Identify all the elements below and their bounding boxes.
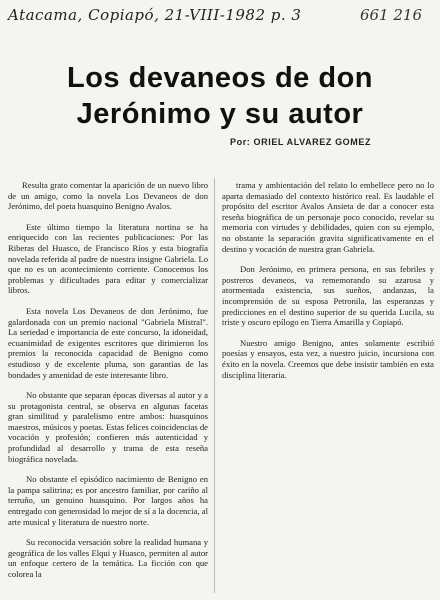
handwritten-source-note: Atacama, Copiapó, 21-VIII-1982 p. 3 <box>8 6 302 24</box>
paragraph: No obstante el episódico nacimiento de Benigno en la pampa salitrina; es por ancestro familiar, por cariño al terruño, un genuino huasquino. Por largos años ha entregado con generosidad lo mejor de sí a la docencia, al arte musical y literatura de nuestro norte. <box>8 474 208 527</box>
paragraph: Resulta grato comentar la aparición de un nuevo libro de un amigo, como la novela Los Devaneos de don Jerónimo, del poeta huasquino Benigno Avalos. <box>8 180 208 212</box>
paragraph: Don Jerónimo, en primera persona, en sus febriles y postreros devaneos, va rememorando su azarosa y atormentada existencia, sus sueños, andanzas, la incomprensión de su esposa Petronila, las esperanzas y predicciones en el destino superior de su querida Lucila, su triste y oscuro epílogo en Tierra Amarilla y Copiapó. <box>222 264 434 328</box>
paragraph: Esta novela Los Devaneos de don Jerónimo, fue galardonada con un premio nacional "Gabriela Mistral". La seriedad e importancia de este concurso, la idoneidad, ecuanimidad de exigentes escritores que dirimieron los premios la reconocida capacidad de Benigno como estudioso y de excelente pluma, son garantías de las bondades y amenidad de este interesante libro. <box>8 305 208 380</box>
right-column <box>222 180 434 390</box>
title-line-1: Los devaneos de don <box>67 62 373 94</box>
article-title <box>50 60 390 132</box>
paragraph: trama y ambientación del relato lo embellece pero no lo aparta demasiado del contexto histórico real. Es laudable el propósito del escritor Avalos Ansieta de dar a conocer esta reseña biográfica de un personaje poco conocido, revelar su memoria con virtudes y debilidades, quien con su ejemplo, no obstante la separación gravita significativamente en el destino y vocación de nuestra gran Gabriela. <box>222 180 434 254</box>
paragraph: Este último tiempo la literatura nortina se ha enriquecido con las recientes publicaciones: Por las Riberas del Huasco, de Francisco Ríos y esta biografía novelada referida al padre de nuestra insigne Gabriela. Lo que no es un acontecimiento corriente. Conocemos los problemas y dificultades para editar y comercializar libros. <box>8 221 208 296</box>
byline-prefix: Por: <box>230 137 251 147</box>
byline <box>230 137 430 147</box>
paragraph: No obstante que separan épocas diversas al autor y a su protagonista central, se observa en algunas facetas gran similitud y paralelismo entre ambos: huasquinos maestros, músicos y poetas. Estas felices coincidencias de vocación y profesión; confieren más autenticidad y profundidad al desarrollo y trama de esta reseña biográfica novelada. <box>8 390 208 464</box>
archive-number: 661 216 <box>359 6 422 24</box>
left-column <box>8 180 208 590</box>
paragraph: Su reconocida versación sobre la realidad humana y geográfica de los valles Elqui y Huasco, permiten al autor un enfoque certero de la temática. La ficción con que colorea la <box>8 537 208 579</box>
paragraph: Nuestro amigo Benigno, antes solamente escribió poesías y ensayos, esta vez, a nuestro juicio, incursiona con éxito en la novela. Creemos que debe insistir también en esta disciplina literaria. <box>222 337 434 380</box>
column-divider <box>214 178 215 593</box>
byline-name: ORIEL ALVAREZ GOMEZ <box>253 137 372 147</box>
title-line-2: Jerónimo y su autor <box>76 98 364 130</box>
